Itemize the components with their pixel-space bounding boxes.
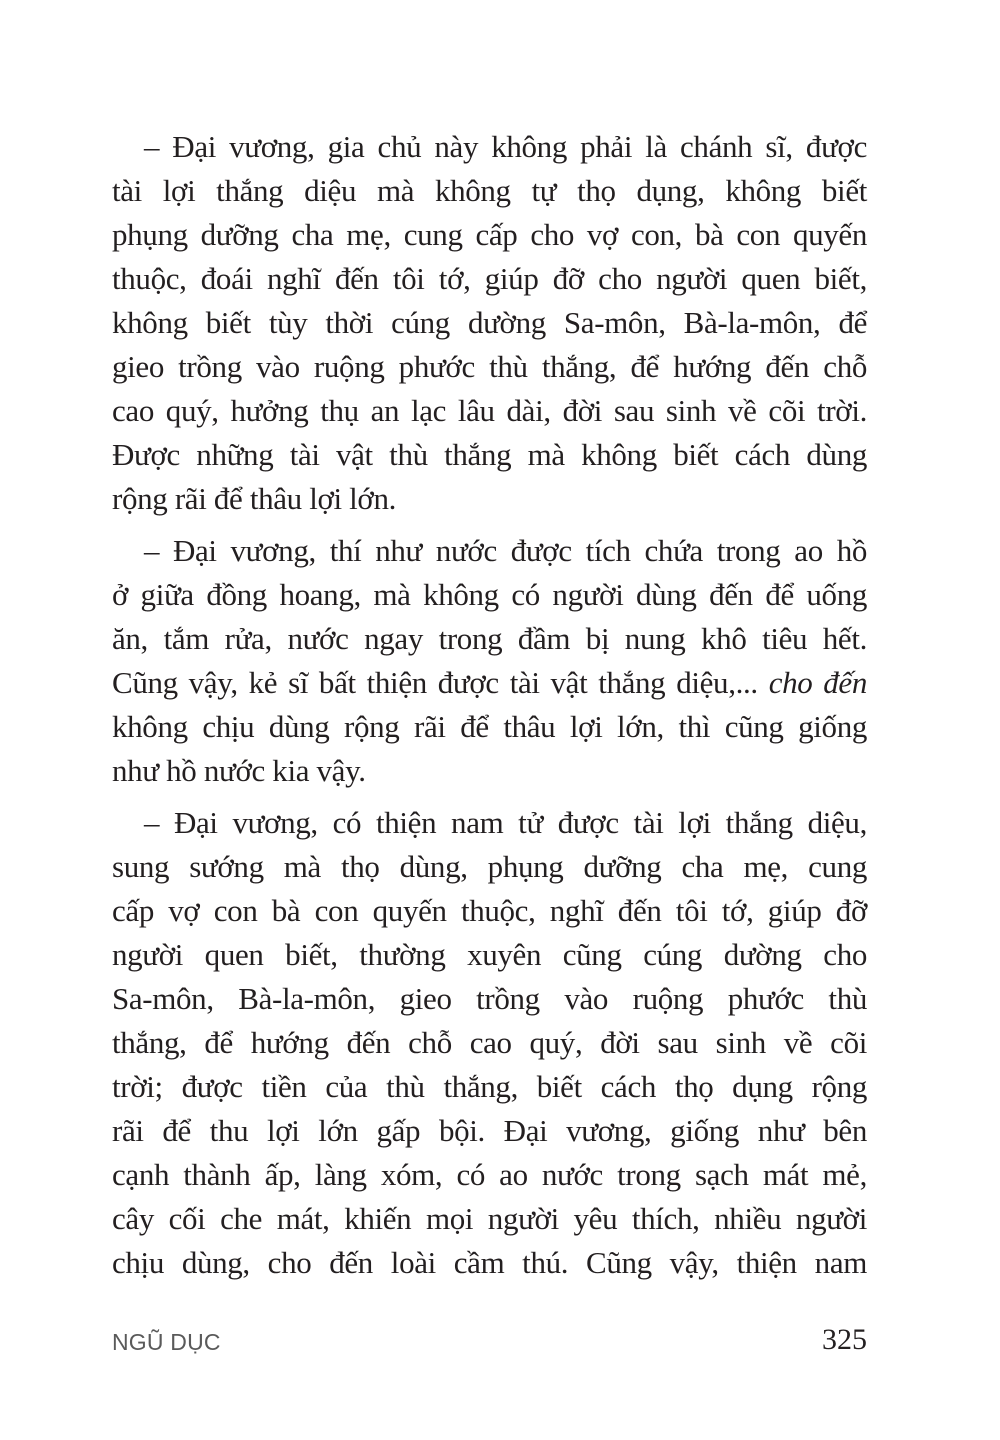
text-line: gieo trồng vào ruộng phước thù thắng, để hướng đến chỗ	[112, 349, 867, 384]
text-line: phụng dưỡng cha mẹ, cung cấp cho vợ con, bà con quyến	[112, 217, 867, 252]
text-line: rộng rãi để thâu lợi lớn.	[112, 481, 397, 516]
paragraph-1	[112, 125, 867, 521]
text-line: người quen biết, thường xuyên cũng cúng dường cho	[112, 937, 867, 972]
text-line: sung sướng mà thọ dùng, phụng dưỡng cha mẹ, cung	[112, 849, 867, 884]
running-title: NGŨ DỤC	[112, 1329, 221, 1355]
text-line: – Đại vương, có thiện nam tử được tài lợi thắng diệu,	[144, 805, 867, 840]
text-line: thuộc, đoái nghĩ đến tôi tớ, giúp đỡ cho người quen biết,	[112, 261, 867, 296]
text-line: cạnh thành ấp, làng xóm, có ao nước trong sạch mát mẻ,	[112, 1157, 867, 1192]
text-line-with-italic	[112, 661, 867, 705]
text-line: cấp vợ con bà con quyến thuộc, nghĩ đến tôi tớ, giúp đỡ	[112, 893, 867, 928]
text-line: không biết tùy thời cúng dường Sa-môn, Bà-la-môn, để	[112, 305, 867, 340]
paragraph-3	[112, 801, 867, 1285]
text-line: Được những tài vật thù thắng mà không biết cách dùng	[112, 437, 867, 472]
italic-phrase: cho đến	[768, 665, 867, 700]
text-line: trời; được tiền của thù thắng, biết cách thọ dụng rộng	[112, 1069, 867, 1104]
text-line: ăn, tắm rửa, nước ngay trong đầm bị nung khô tiêu hết.	[112, 621, 867, 656]
text-line: tài lợi thắng diệu mà không tự thọ dụng, không biết	[112, 173, 867, 208]
text-line: Sa-môn, Bà-la-môn, gieo trồng vào ruộng phước thù	[112, 981, 867, 1016]
text-line: – Đại vương, gia chủ này không phải là chánh sĩ, được	[144, 129, 867, 164]
page-footer	[112, 1323, 867, 1367]
page-number: 325	[822, 1323, 867, 1356]
page-body	[112, 125, 867, 1293]
text-line: cao quý, hưởng thụ an lạc lâu dài, đời sau sinh về cõi trời.	[112, 393, 867, 428]
text-line: thắng, để hướng đến chỗ cao quý, đời sau sinh về cõi	[112, 1025, 867, 1060]
text-line: cây cối che mát, khiến mọi người yêu thích, nhiều người	[112, 1201, 867, 1236]
paragraph-2	[112, 529, 867, 793]
text-line: rãi để thu lợi lớn gấp bội. Đại vương, giống như bên	[112, 1113, 867, 1148]
text-line: chịu dùng, cho đến loài cầm thú. Cũng vậy, thiện nam	[112, 1245, 867, 1280]
text-line: không chịu dùng rộng rãi để thâu lợi lớn, thì cũng giống	[112, 709, 867, 744]
text-line: như hồ nước kia vậy.	[112, 753, 366, 788]
text-line: ở giữa đồng hoang, mà không có người dùng đến để uống	[112, 577, 867, 612]
text-line: – Đại vương, thí như nước được tích chứa trong ao hồ	[144, 533, 867, 568]
text-segment: Cũng vậy, kẻ sĩ bất thiện được tài vật thắng diệu,...	[112, 665, 758, 700]
